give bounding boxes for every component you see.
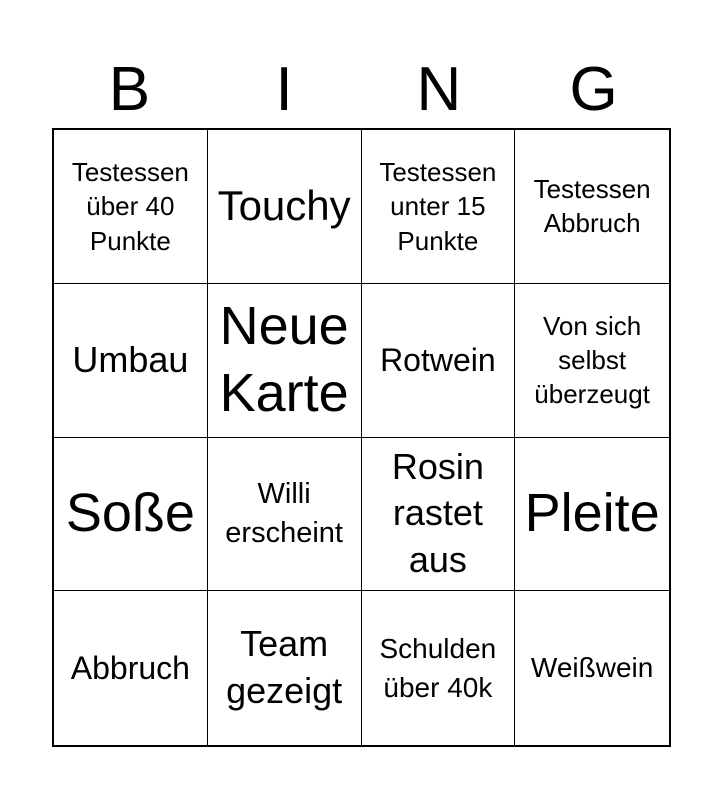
- bingo-cell[interactable]: [54, 438, 208, 592]
- cell-label: Schulden über 40k: [379, 632, 497, 704]
- cell-label: Touchy: [217, 182, 351, 230]
- bingo-cell[interactable]: [54, 591, 208, 745]
- bingo-cell[interactable]: [362, 130, 516, 284]
- bingo-cell[interactable]: [362, 591, 516, 745]
- bingo-cell[interactable]: [515, 284, 669, 438]
- bingo-cell[interactable]: [54, 284, 208, 438]
- cell-label: Team gezeigt: [226, 623, 343, 712]
- header-letter-g: G: [569, 55, 618, 124]
- cell-label: Rosin rastet aus: [391, 445, 484, 581]
- bingo-cell[interactable]: [208, 438, 362, 592]
- bingo-cell[interactable]: [362, 438, 516, 592]
- cell-label: Rotwein: [380, 342, 496, 379]
- header-letter-i: I: [275, 55, 293, 124]
- bingo-cell[interactable]: [208, 591, 362, 745]
- bingo-cell[interactable]: [515, 591, 669, 745]
- bingo-cell[interactable]: [515, 130, 669, 284]
- bingo-cell[interactable]: [208, 284, 362, 438]
- cell-label: Testessen Abbruch: [533, 174, 651, 239]
- cell-label: Testessen über 40 Punkte: [71, 156, 189, 256]
- bingo-header: [52, 52, 671, 128]
- header-letter-b: B: [108, 55, 151, 124]
- cell-label: Neue Karte: [219, 295, 349, 424]
- bingo-cell[interactable]: [362, 284, 516, 438]
- cell-label: Abbruch: [70, 650, 190, 687]
- cell-label: Testessen unter 15 Punkte: [379, 156, 497, 256]
- bingo-cell[interactable]: [54, 130, 208, 284]
- bingo-cell[interactable]: [515, 438, 669, 592]
- cell-label: Umbau: [72, 338, 189, 380]
- cell-label: Soße: [65, 483, 195, 544]
- cell-label: Von sich selbst überzeugt: [534, 310, 650, 410]
- bingo-cell[interactable]: [208, 130, 362, 284]
- cell-label: Weißwein: [530, 651, 654, 683]
- cell-label: Willi erscheint: [225, 477, 343, 549]
- bingo-board: [52, 128, 671, 747]
- header-letter-n: N: [416, 55, 462, 124]
- cell-label: Pleite: [524, 483, 660, 544]
